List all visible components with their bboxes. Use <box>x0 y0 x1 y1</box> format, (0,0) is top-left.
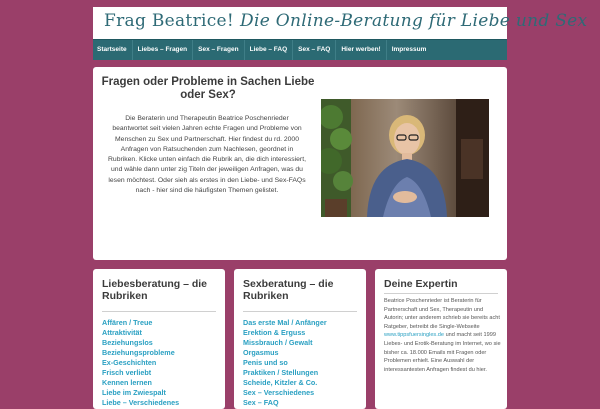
expert-bio-text-end: und macht seit 1999 Liebes- und Erotik-Beratung im Internet, wo sie bisher ca. 18.000 Emails mit Fragen oder Problemen erhielt. Eine Auswahl der interessantesten Anfragen findest du hier. <box>384 332 501 373</box>
expert-bio-text: Beatrice Poschenrieder ist Beraterin für Partnerschaft und Sex, Therapeutin und Autorin; unter anderem schrieb sie bereits acht Ratgeber, betreibt die Single-Webseite <box>384 298 500 330</box>
sex-rubriken-heading: Sexberatung – die Rubriken <box>243 278 334 302</box>
expert-heading: Deine Expertin <box>384 278 458 290</box>
list-item[interactable]: Beziehungslos <box>102 338 153 347</box>
list-item[interactable]: Beziehungsprobleme <box>102 348 175 357</box>
nav-startseite[interactable]: Startseite <box>93 40 133 60</box>
list-item[interactable]: Orgasmus <box>243 348 279 357</box>
list-item[interactable]: Liebe – Verschiedenes <box>102 398 180 407</box>
liebe-rubriken-list <box>102 318 179 408</box>
nav-sex-fragen[interactable]: Sex – Fragen <box>193 40 244 60</box>
nav-impressum[interactable]: Impressum <box>391 46 427 53</box>
list-item[interactable]: Attraktivität <box>102 328 142 337</box>
main-nav <box>93 39 507 60</box>
expert-video-thumbnail <box>321 99 489 217</box>
intro-text: Die Beraterin und Therapeutin Beatrice Poschenrieder beantwortet seit vielen Jahren echte Fragen und Probleme von Menschen zu Sex und Partnerschaft. Hier findest du rd. 2000 Anfragen von Ratsuchenden zum Nachlesen, geordnet in Rubriken. Klicke unten einfach die Rubrik an, die dich interessiert, und wähle dann unter zig Titeln der jeweiligen Anfragen, was du lesen möchtest. Oder sieh als erstes in den Liebe- und Sex-FAQs nach - hier sind die häufigsten Themen gelistet. <box>108 115 306 195</box>
list-item[interactable]: Missbrauch / Gewalt <box>243 338 313 347</box>
expert-bio <box>384 297 502 374</box>
list-item[interactable]: Penis und so <box>243 358 288 367</box>
list-item[interactable]: Frisch verliebt <box>102 368 152 377</box>
list-item[interactable]: Erektion & Erguss <box>243 328 306 337</box>
nav-sex-faq[interactable]: Sex – FAQ <box>293 40 336 60</box>
page-title: Fragen oder Probleme in Sachen Liebe oder Sex? <box>101 76 315 101</box>
list-item[interactable]: Sex – FAQ <box>243 398 279 407</box>
video-player[interactable] <box>321 99 489 217</box>
divider <box>102 311 216 312</box>
site-header <box>93 7 588 39</box>
list-item[interactable]: Ex-Geschichten <box>102 358 157 367</box>
liebe-rubriken-heading: Liebesberatung – die Rubriken <box>102 278 208 302</box>
list-item[interactable]: Scheide, Kitzler & Co. <box>243 378 318 387</box>
list-item[interactable]: Kennen lernen <box>102 378 152 387</box>
nav-liebe-faq[interactable]: Liebe – FAQ <box>245 40 294 60</box>
divider <box>384 293 498 294</box>
nav-hier-werben[interactable]: Hier werben! <box>336 40 386 60</box>
liebe-rubriken-card <box>93 269 225 409</box>
list-item[interactable]: Affären / Treue <box>102 318 153 327</box>
tipps-fuer-singles-link[interactable]: www.tippsfuersingles.de <box>384 332 445 339</box>
site-tagline: Die Online-Beratung für Liebe und Sex <box>240 11 588 31</box>
list-item[interactable]: Praktiken / Stellungen <box>243 368 319 377</box>
expert-card <box>375 269 507 409</box>
site-title[interactable] <box>104 11 587 31</box>
intro-panel <box>93 67 507 260</box>
list-item[interactable]: Sex – Verschiedenes <box>243 388 315 397</box>
divider <box>243 311 357 312</box>
list-item[interactable]: Das erste Mal / Anfänger <box>243 318 327 327</box>
sex-rubriken-list <box>243 318 327 408</box>
list-item[interactable]: Liebe im Zwiespalt <box>102 388 166 397</box>
site-name: Frag Beatrice! <box>104 11 235 31</box>
nav-liebes-fragen[interactable]: Liebes – Fragen <box>133 40 194 60</box>
sex-rubriken-card <box>234 269 366 409</box>
